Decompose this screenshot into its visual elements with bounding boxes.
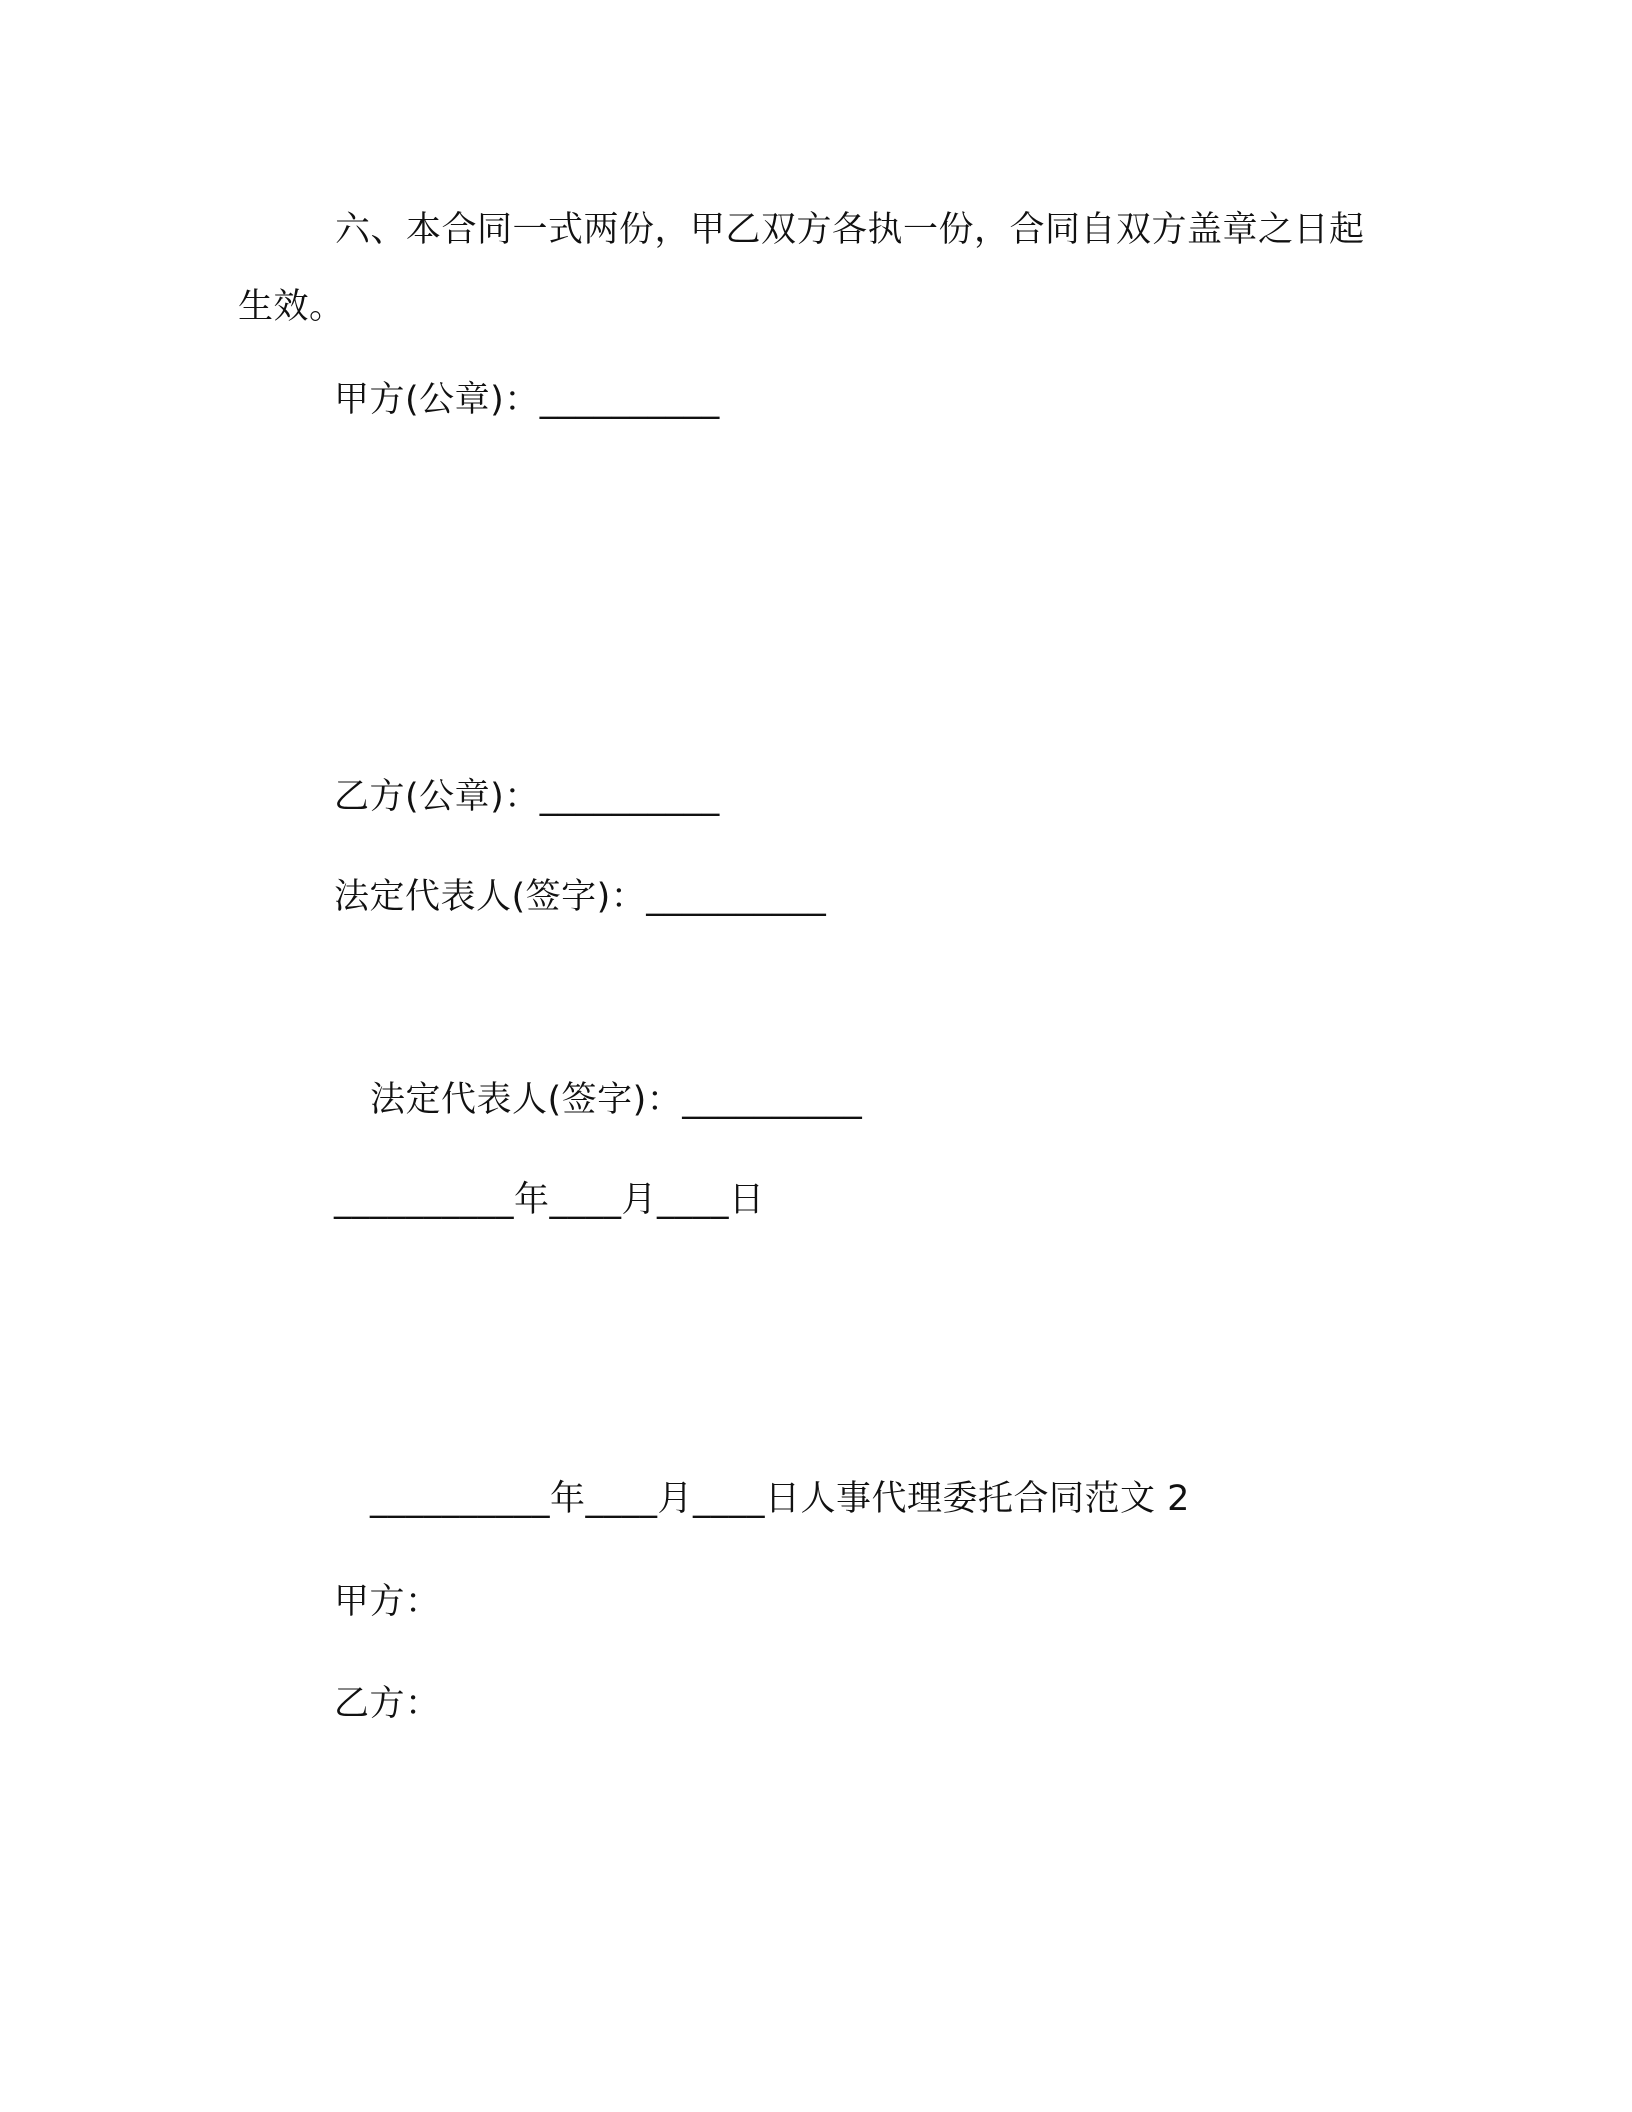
legal-representative-signature-line-2: 法定代表人(签字)：__________ (370, 1080, 863, 1120)
date-line: __________年____月____日 (334, 1180, 765, 1220)
legal-representative-signature-line: 法定代表人(签字)：__________ (334, 877, 827, 917)
document-title-line: __________年____月____日人事代理委托合同范文 2 (370, 1479, 1190, 1519)
party-a-seal-line: 甲方(公章)：__________ (334, 380, 720, 420)
clause-six-paragraph: 六、本合同一式两份，甲乙双方各执一份，合同自双方盖章之日起生效。 (238, 210, 1365, 327)
party-b-seal-line: 乙方(公章)：__________ (334, 777, 720, 817)
party-b-label: 乙方： (334, 1684, 441, 1724)
party-a-label: 甲方： (334, 1582, 441, 1622)
